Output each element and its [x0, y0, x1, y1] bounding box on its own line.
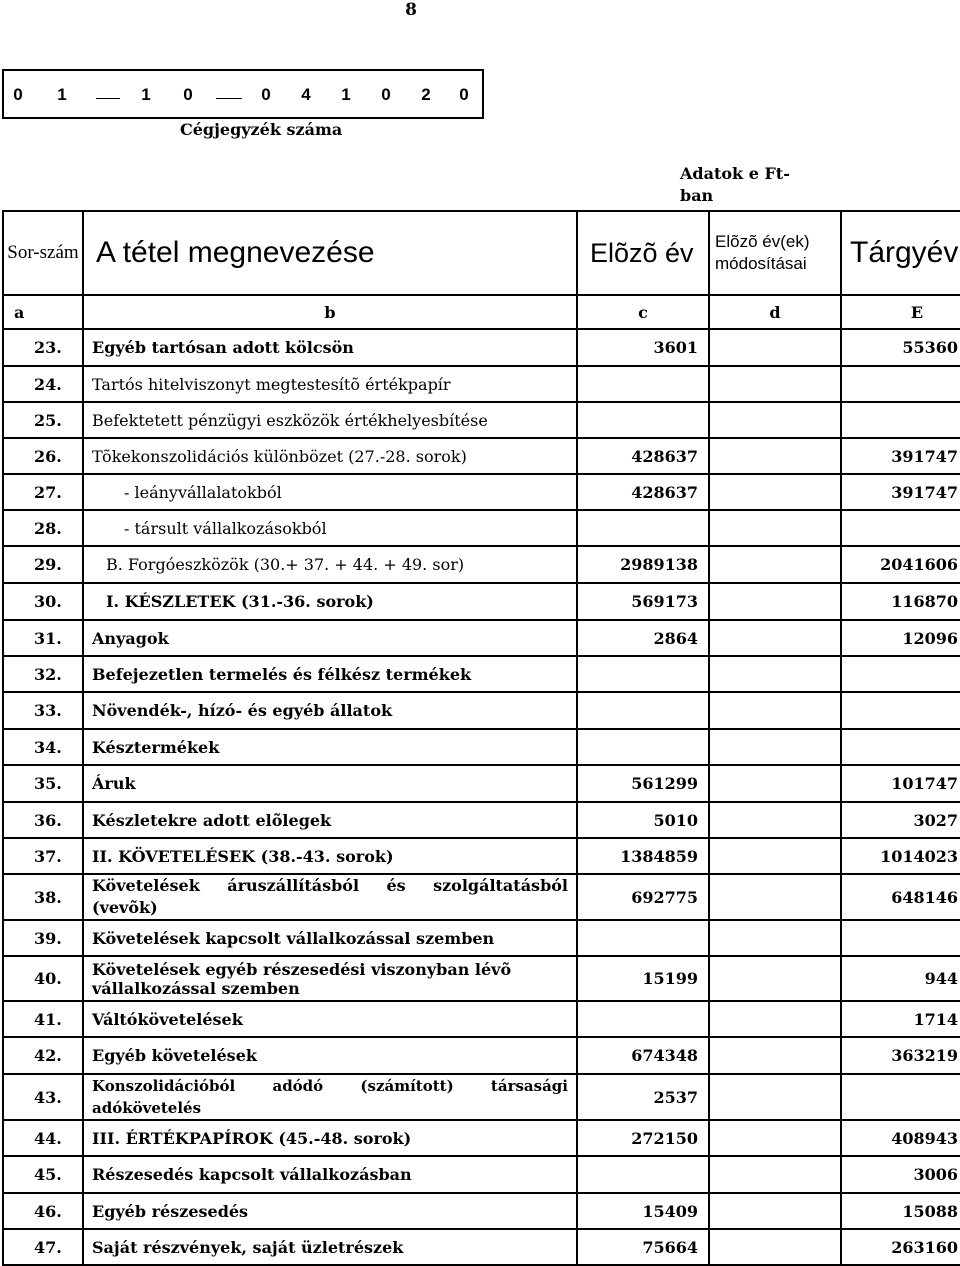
row-current-year-value: 3006	[841, 1156, 960, 1193]
registry-caption: Cégjegyzék száma	[180, 120, 343, 139]
row-current-year-value: 2041606	[841, 546, 960, 583]
registry-dash	[96, 98, 120, 99]
row-item-name: Követelések egyéb részesedési viszonyban lévõ vállalkozással szemben	[83, 956, 577, 1001]
table-row	[3, 1120, 960, 1156]
row-previous-year-value	[577, 656, 709, 692]
row-previous-year-value	[577, 366, 709, 402]
row-item-name: Tartós hitelviszonyt megtestesítõ értékpapír	[83, 366, 577, 402]
row-previous-year-value: 5010	[577, 802, 709, 838]
table-row	[3, 474, 960, 510]
row-number: 43.	[3, 1074, 83, 1120]
row-number: 34.	[3, 729, 83, 765]
row-previous-year-value: 1384859	[577, 838, 709, 874]
row-previous-year-value: 75664	[577, 1229, 709, 1265]
row-item-name: Növendék-, hízó- és egyéb állatok	[83, 692, 577, 729]
row-current-year-value: 363219	[841, 1037, 960, 1074]
row-current-year-value: 944	[841, 956, 960, 1001]
header-sorszam: Sor-szám	[3, 211, 83, 295]
row-number: 23.	[3, 329, 83, 366]
row-item-name: Követelések áruszállításból és szolgáltatásból (vevõk)	[83, 874, 577, 920]
registry-dash	[216, 98, 242, 99]
row-modification-value	[709, 366, 841, 402]
row-previous-year-value: 2537	[577, 1074, 709, 1120]
row-previous-year-value: 428637	[577, 474, 709, 510]
column-letter-row	[3, 295, 960, 329]
row-previous-year-value: 692775	[577, 874, 709, 920]
row-previous-year-value: 3601	[577, 329, 709, 366]
row-previous-year-value	[577, 692, 709, 729]
row-number: 32.	[3, 656, 83, 692]
row-current-year-value: 391747	[841, 474, 960, 510]
column-letter: d	[709, 295, 841, 329]
row-current-year-value: 391747	[841, 438, 960, 474]
row-previous-year-value: 15409	[577, 1193, 709, 1229]
row-previous-year-value: 561299	[577, 765, 709, 802]
row-modification-value	[709, 402, 841, 438]
registry-digit: 4	[301, 85, 311, 104]
table-row	[3, 1156, 960, 1193]
table-row	[3, 874, 960, 920]
row-item-name: - leányvállalatokból	[83, 474, 577, 510]
row-previous-year-value: 2989138	[577, 546, 709, 583]
table-row	[3, 838, 960, 874]
table-row	[3, 1074, 960, 1120]
row-modification-value	[709, 1193, 841, 1229]
row-modification-value	[709, 620, 841, 656]
row-modification-value	[709, 1120, 841, 1156]
row-item-name: - társult vállalkozásokból	[83, 510, 577, 546]
header-previous-year: Elõzõ év	[577, 211, 709, 295]
row-modification-value	[709, 920, 841, 956]
row-number: 44.	[3, 1120, 83, 1156]
header-item-name: A tétel megnevezése	[83, 211, 577, 295]
row-item-name: B. Forgóeszközök (30.+ 37. + 44. + 49. sor)	[83, 546, 577, 583]
row-number: 36.	[3, 802, 83, 838]
row-current-year-value: 3027	[841, 802, 960, 838]
row-modification-value	[709, 1156, 841, 1193]
row-current-year-value	[841, 1074, 960, 1120]
row-item-name: Konszolidációból adódó (számított) társasági adókövetelés	[83, 1074, 577, 1120]
row-current-year-value: 55360	[841, 329, 960, 366]
row-previous-year-value	[577, 510, 709, 546]
row-modification-value	[709, 1037, 841, 1074]
balance-sheet-table	[2, 210, 960, 1266]
table-row	[3, 366, 960, 402]
table-row	[3, 1001, 960, 1037]
table-row	[3, 510, 960, 546]
row-item-name: Részesedés kapcsolt vállalkozásban	[83, 1156, 577, 1193]
row-item-name: Áruk	[83, 765, 577, 802]
row-item-name: Befejezetlen termelés és félkész termékek	[83, 656, 577, 692]
table-row	[3, 438, 960, 474]
row-number: 30.	[3, 583, 83, 620]
row-modification-value	[709, 956, 841, 1001]
table-row	[3, 692, 960, 729]
table-row	[3, 802, 960, 838]
table-row	[3, 1193, 960, 1229]
row-previous-year-value	[577, 1156, 709, 1193]
row-number: 37.	[3, 838, 83, 874]
header-modifications: Elõzõ év(ek) módosításai	[709, 211, 841, 295]
table-row	[3, 956, 960, 1001]
row-modification-value	[709, 802, 841, 838]
row-item-name: Egyéb követelések	[83, 1037, 577, 1074]
row-previous-year-value: 428637	[577, 438, 709, 474]
row-modification-value	[709, 510, 841, 546]
row-current-year-value	[841, 692, 960, 729]
row-item-name: Követelések kapcsolt vállalkozással szemben	[83, 920, 577, 956]
row-number: 46.	[3, 1193, 83, 1229]
row-modification-value	[709, 765, 841, 802]
row-current-year-value: 101747	[841, 765, 960, 802]
row-item-name: Befektetett pénzügyi eszközök értékhelyesbítése	[83, 402, 577, 438]
row-current-year-value	[841, 402, 960, 438]
row-number: 29.	[3, 546, 83, 583]
table-row	[3, 1037, 960, 1074]
row-item-name: Anyagok	[83, 620, 577, 656]
row-item-name: II. KÖVETELÉSEK (38.-43. sorok)	[83, 838, 577, 874]
row-current-year-value: 116870	[841, 583, 960, 620]
page-number: 8	[405, 0, 417, 20]
registry-digit: 0	[381, 85, 391, 104]
row-current-year-value: 12096	[841, 620, 960, 656]
header-current-year: Tárgyév	[841, 211, 960, 295]
row-current-year-value: 15088	[841, 1193, 960, 1229]
column-letter: a	[3, 295, 83, 329]
row-item-name: Készletekre adott elõlegek	[83, 802, 577, 838]
row-previous-year-value	[577, 729, 709, 765]
row-current-year-value: 1014023	[841, 838, 960, 874]
row-number: 41.	[3, 1001, 83, 1037]
table-row	[3, 1229, 960, 1265]
row-previous-year-value	[577, 1001, 709, 1037]
row-number: 40.	[3, 956, 83, 1001]
row-current-year-value: 1714	[841, 1001, 960, 1037]
row-item-name: I. KÉSZLETEK (31.-36. sorok)	[83, 583, 577, 620]
column-letter: b	[83, 295, 577, 329]
row-previous-year-value	[577, 402, 709, 438]
company-registry-number-box	[2, 69, 484, 119]
row-current-year-value	[841, 656, 960, 692]
row-item-name: Váltókövetelések	[83, 1001, 577, 1037]
column-letter: c	[577, 295, 709, 329]
row-number: 42.	[3, 1037, 83, 1074]
column-letter: E	[841, 295, 960, 329]
row-item-name: Késztermékek	[83, 729, 577, 765]
table-row	[3, 546, 960, 583]
row-item-name: III. ÉRTÉKPAPÍROK (45.-48. sorok)	[83, 1120, 577, 1156]
table-row	[3, 620, 960, 656]
table-row	[3, 402, 960, 438]
row-modification-value	[709, 546, 841, 583]
row-modification-value	[709, 474, 841, 510]
table-row	[3, 583, 960, 620]
table-row	[3, 656, 960, 692]
registry-digit: 2	[421, 85, 431, 104]
row-current-year-value: 263160	[841, 1229, 960, 1265]
row-number: 31.	[3, 620, 83, 656]
row-previous-year-value: 2864	[577, 620, 709, 656]
row-current-year-value	[841, 729, 960, 765]
row-number: 39.	[3, 920, 83, 956]
row-modification-value	[709, 583, 841, 620]
row-previous-year-value: 674348	[577, 1037, 709, 1074]
row-item-name: Saját részvények, saját üzletrészek	[83, 1229, 577, 1265]
row-modification-value	[709, 656, 841, 692]
row-current-year-value: 408943	[841, 1120, 960, 1156]
row-number: 27.	[3, 474, 83, 510]
registry-digit: 1	[341, 85, 351, 104]
table-row	[3, 329, 960, 366]
row-number: 35.	[3, 765, 83, 802]
units-note: Adatok e Ft-ban	[680, 164, 790, 205]
row-previous-year-value: 15199	[577, 956, 709, 1001]
registry-digit: 0	[13, 85, 23, 104]
row-modification-value	[709, 329, 841, 366]
table-row	[3, 765, 960, 802]
row-modification-value	[709, 438, 841, 474]
row-modification-value	[709, 874, 841, 920]
table-body	[3, 329, 960, 1265]
row-modification-value	[709, 692, 841, 729]
row-number: 28.	[3, 510, 83, 546]
row-previous-year-value: 569173	[577, 583, 709, 620]
row-item-name: Egyéb részesedés	[83, 1193, 577, 1229]
header-row	[3, 211, 960, 295]
row-number: 47.	[3, 1229, 83, 1265]
row-number: 45.	[3, 1156, 83, 1193]
row-current-year-value	[841, 920, 960, 956]
row-current-year-value: 648146	[841, 874, 960, 920]
row-item-name: Tõkekonszolidációs különbözet (27.-28. sorok)	[83, 438, 577, 474]
registry-digit: 0	[183, 85, 193, 104]
row-number: 25.	[3, 402, 83, 438]
row-item-name: Egyéb tartósan adott kölcsön	[83, 329, 577, 366]
row-number: 33.	[3, 692, 83, 729]
registry-digit: 1	[141, 85, 151, 104]
row-number: 26.	[3, 438, 83, 474]
row-modification-value	[709, 1001, 841, 1037]
row-number: 24.	[3, 366, 83, 402]
row-current-year-value	[841, 366, 960, 402]
registry-digit: 0	[261, 85, 271, 104]
row-number: 38.	[3, 874, 83, 920]
registry-digit: 0	[459, 85, 469, 104]
row-modification-value	[709, 1229, 841, 1265]
row-modification-value	[709, 838, 841, 874]
row-modification-value	[709, 729, 841, 765]
registry-digit: 1	[57, 85, 67, 104]
table-row	[3, 920, 960, 956]
row-current-year-value	[841, 510, 960, 546]
row-previous-year-value: 272150	[577, 1120, 709, 1156]
row-modification-value	[709, 1074, 841, 1120]
row-previous-year-value	[577, 920, 709, 956]
table-row	[3, 729, 960, 765]
